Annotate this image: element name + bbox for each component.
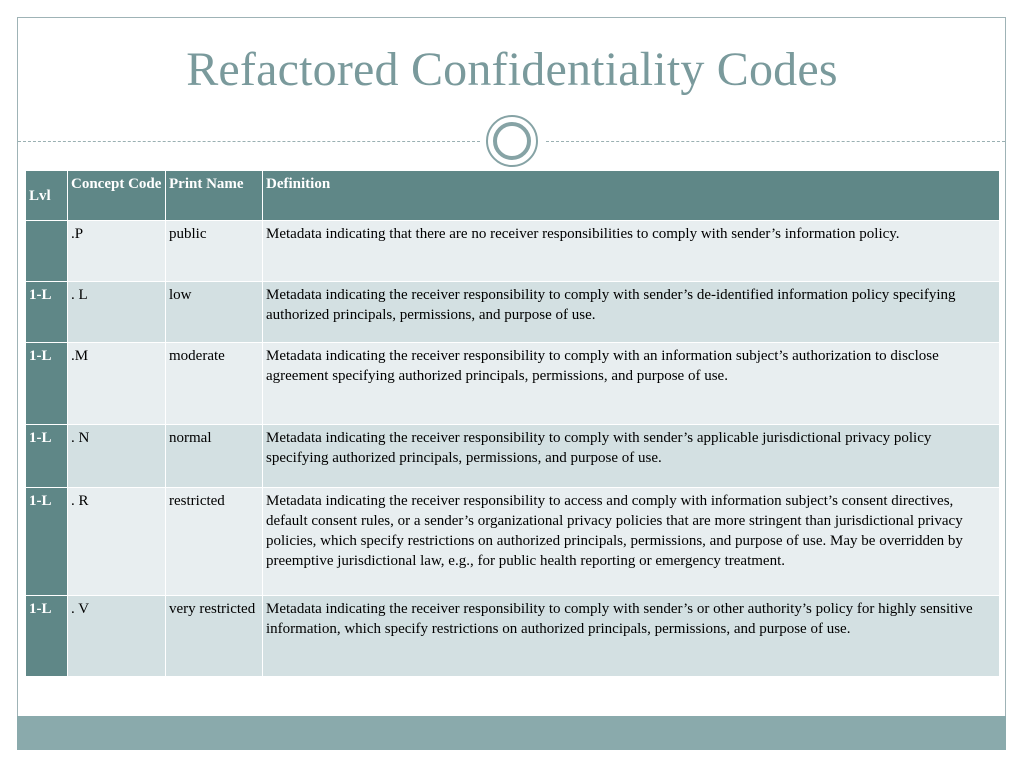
table-row (26, 282, 1000, 343)
row-definition: Metadata indicating the receiver responsibility to comply with sender’s or other authority’s policy for highly sensitive information, which specify restrictions on authorized principals, permissions, and purpose of use. (263, 596, 1000, 677)
row-concept-code: .P (68, 221, 166, 282)
row-lvl: 1-L (26, 282, 68, 343)
table-row (26, 425, 1000, 488)
table-row (26, 221, 1000, 282)
row-print-name: restricted (166, 488, 263, 596)
row-lvl: 1-L (26, 596, 68, 677)
row-definition: Metadata indicating the receiver responsibility to access and comply with information subject’s consent directives, default consent rules, or a sender’s organizational privacy policies that are more stringent than jurisdictional privacy policies, which specify restrictions on authorized principals, permissions, and purpose of use. May be overridden by preemptive jurisdictional law, e.g., for public health reporting or emergency treatment. (263, 488, 1000, 596)
table-header-row (26, 171, 1000, 221)
row-lvl: 1-L (26, 488, 68, 596)
row-concept-code: . L (68, 282, 166, 343)
header-print-name: Print Name (166, 171, 263, 221)
row-lvl: 1-L (26, 425, 68, 488)
row-lvl: 1-L (26, 343, 68, 425)
table-row (26, 343, 1000, 425)
row-print-name: normal (166, 425, 263, 488)
row-lvl (26, 221, 68, 282)
circle-ornament-icon (486, 115, 538, 167)
row-definition: Metadata indicating the receiver responsibility to comply with sender’s applicable jurisdictional privacy policy specifying authorized principals, permissions, and purpose of use. (263, 425, 1000, 488)
row-definition: Metadata indicating the receiver responsibility to comply with sender’s de-identified information policy specifying authorized principals, permissions, and purpose of use. (263, 282, 1000, 343)
row-print-name: very restricted (166, 596, 263, 677)
footer-band (17, 716, 1006, 750)
row-definition: Metadata indicating that there are no receiver responsibilities to comply with sender’s information policy. (263, 221, 1000, 282)
table-row (26, 596, 1000, 677)
row-print-name: moderate (166, 343, 263, 425)
title-divider-left (18, 141, 480, 142)
confidentiality-codes-table (25, 170, 1000, 677)
row-concept-code: .M (68, 343, 166, 425)
row-print-name: low (166, 282, 263, 343)
row-definition: Metadata indicating the receiver responsibility to comply with an information subject’s authorization to disclose agreement specifying authorized principals, permissions, and purpose of use. (263, 343, 1000, 425)
row-print-name: public (166, 221, 263, 282)
slide-title: Refactored Confidentiality Codes (186, 43, 838, 96)
table-row (26, 488, 1000, 596)
row-concept-code: . N (68, 425, 166, 488)
header-concept-code: Concept Code (68, 171, 166, 221)
row-concept-code: . R (68, 488, 166, 596)
title-divider-right (546, 141, 1005, 142)
header-lvl: Lvl (26, 171, 68, 221)
header-definition: Definition (263, 171, 1000, 221)
row-concept-code: . V (68, 596, 166, 677)
